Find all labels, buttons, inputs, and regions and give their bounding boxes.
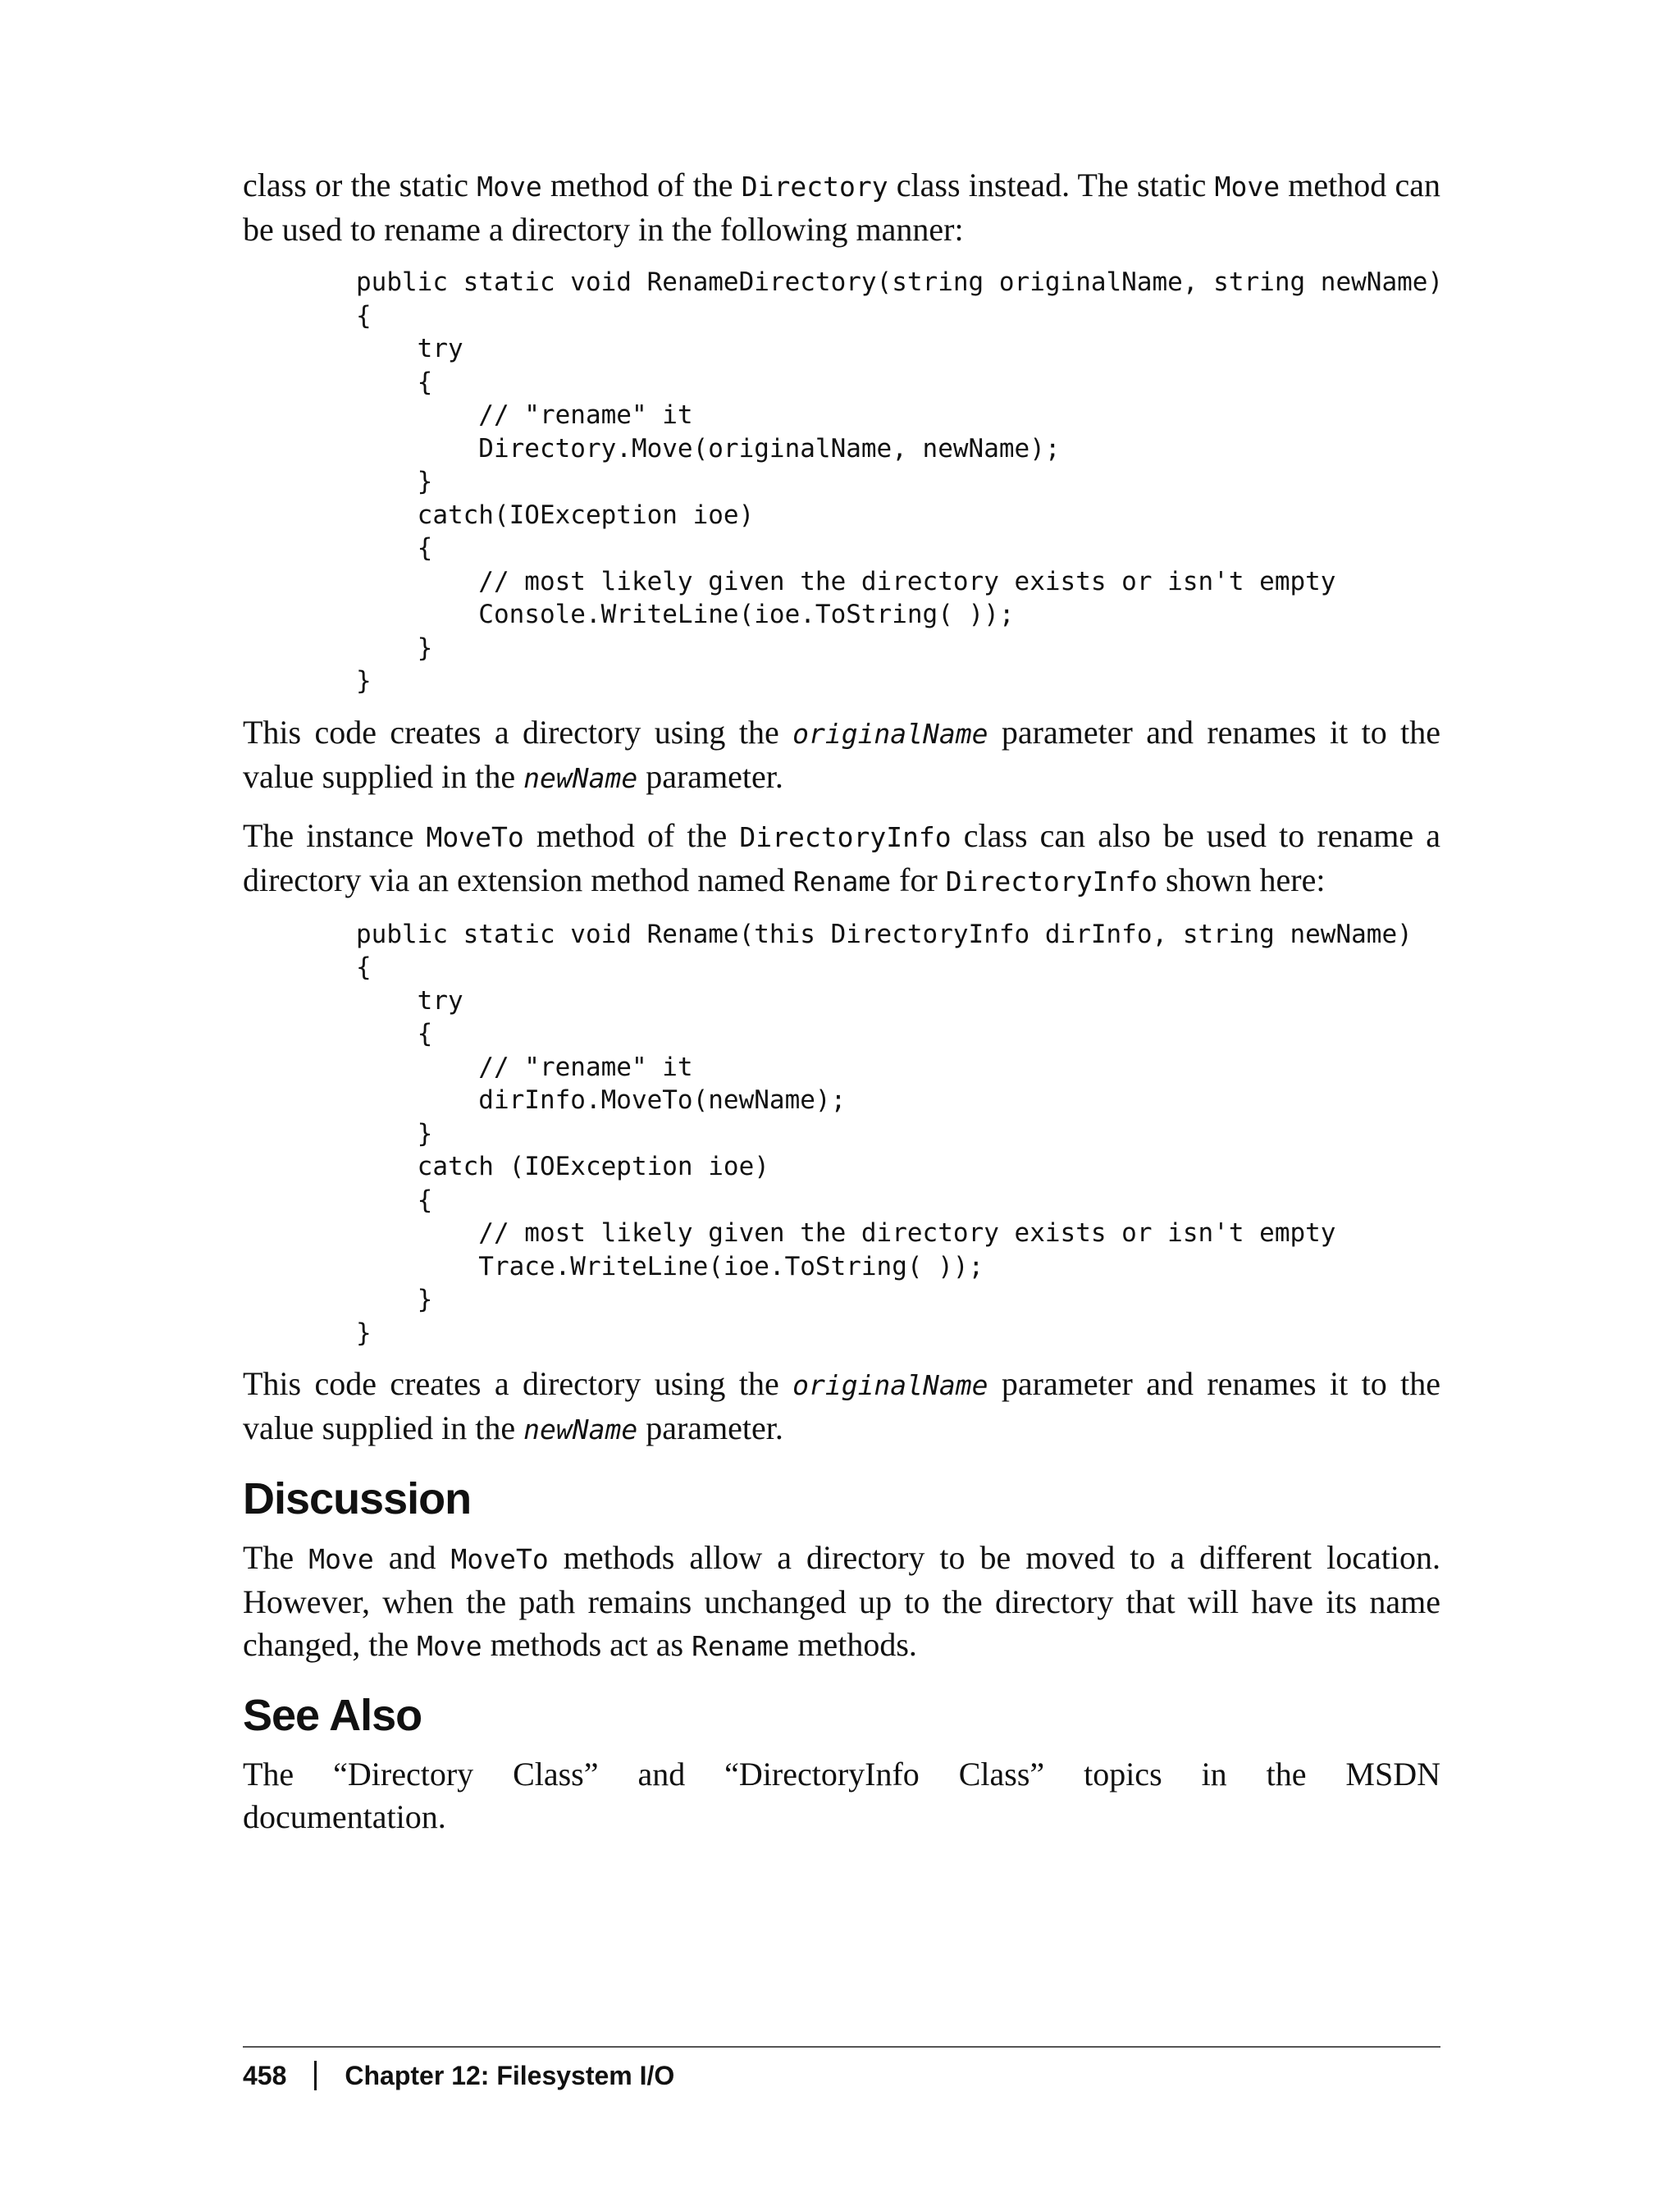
text-run: methods act as: [482, 1626, 692, 1663]
text-run: parameter and renames it to the value supplied in the: [243, 713, 1441, 795]
inline-code: Move: [417, 1630, 482, 1662]
text-run: This code creates a directory using the: [243, 1365, 793, 1402]
page-number: 458: [243, 2061, 287, 2090]
text-run: The instance: [243, 816, 427, 854]
text-run: method of the: [541, 167, 742, 203]
see-also-line-2: documentation.: [243, 1798, 446, 1835]
inline-code: Rename: [792, 865, 892, 897]
heading-discussion: Discussion: [243, 1474, 472, 1523]
text-run: and: [373, 1539, 451, 1576]
text-run: for: [891, 861, 946, 898]
inline-code: Directory: [741, 171, 888, 203]
text-run: This code creates a directory using the: [243, 713, 793, 751]
code-block-rename-extension: public static void Rename(this DirectoryInfo dirInfo, string newName) { try { // "rename" it dirInfo.MoveTo(newName); } catch (IOException ioe) { // most likely given the directory exists or isn't empty Trace.WriteLine(ioe.ToString( )); } }: [356, 919, 1413, 1348]
inline-code: DirectoryInfo: [945, 865, 1158, 897]
inline-code: Move: [1214, 171, 1281, 203]
text-run: class or the static: [243, 167, 477, 203]
text-run: method can be used to rename a directory in the following manner:: [243, 167, 1441, 248]
text-run: methods.: [789, 1626, 917, 1663]
page-content: [243, 164, 1444, 1853]
paragraph-see-also: [243, 1753, 1440, 1838]
inline-code-italic: newName: [523, 761, 638, 794]
inline-code-italic: originalName: [792, 1369, 988, 1401]
text-run: parameter.: [637, 1409, 783, 1446]
inline-code-italic: newName: [523, 1414, 638, 1446]
paragraph-moveto-intro: [243, 815, 1440, 903]
text-run: The: [243, 1539, 309, 1576]
text-run: methods allow a directory to be moved to a different location. However, when the path remains unchanged up to the directory that will have its name changed, the: [243, 1539, 1440, 1663]
inline-code: Rename: [692, 1630, 790, 1662]
paragraph-code1-explanation: [243, 711, 1440, 800]
footer-separator: [314, 2061, 317, 2090]
text-run: shown here:: [1157, 861, 1326, 898]
text-run: parameter and renames it to the value supplied in the: [243, 1365, 1441, 1446]
inline-code: Move: [477, 171, 542, 203]
text-run: class can also be used to rename a directory via an extension method named: [243, 816, 1440, 898]
inline-code: MoveTo: [450, 1543, 549, 1575]
heading-see-also: See Also: [243, 1691, 422, 1740]
paragraph-intro: [243, 164, 1440, 251]
paragraph-discussion: [243, 1537, 1440, 1668]
text-run: class instead. The static: [888, 167, 1215, 203]
inline-code: Move: [308, 1543, 374, 1575]
see-also-line-1: The “Directory Class” and “DirectoryInfo Class” topics in the MSDN: [243, 1756, 1440, 1793]
code-block-rename-directory: public static void RenameDirectory(string originalName, string newName) { try { // "rename" it Directory.Move(originalName, newName); } catch(IOException ioe) { // most likely given the directory exists or isn't empty Console.WriteLine(ioe.ToString( )); } }: [356, 267, 1444, 696]
inline-code: MoveTo: [426, 820, 524, 853]
text-run: parameter.: [637, 757, 783, 795]
inline-code-italic: originalName: [792, 717, 988, 750]
text-run: method of the: [523, 816, 740, 854]
inline-code: DirectoryInfo: [739, 820, 952, 853]
chapter-title: Chapter 12: Filesystem I/O: [345, 2061, 675, 2090]
paragraph-code2-explanation: [243, 1363, 1440, 1451]
page-footer: [243, 2046, 1440, 2094]
